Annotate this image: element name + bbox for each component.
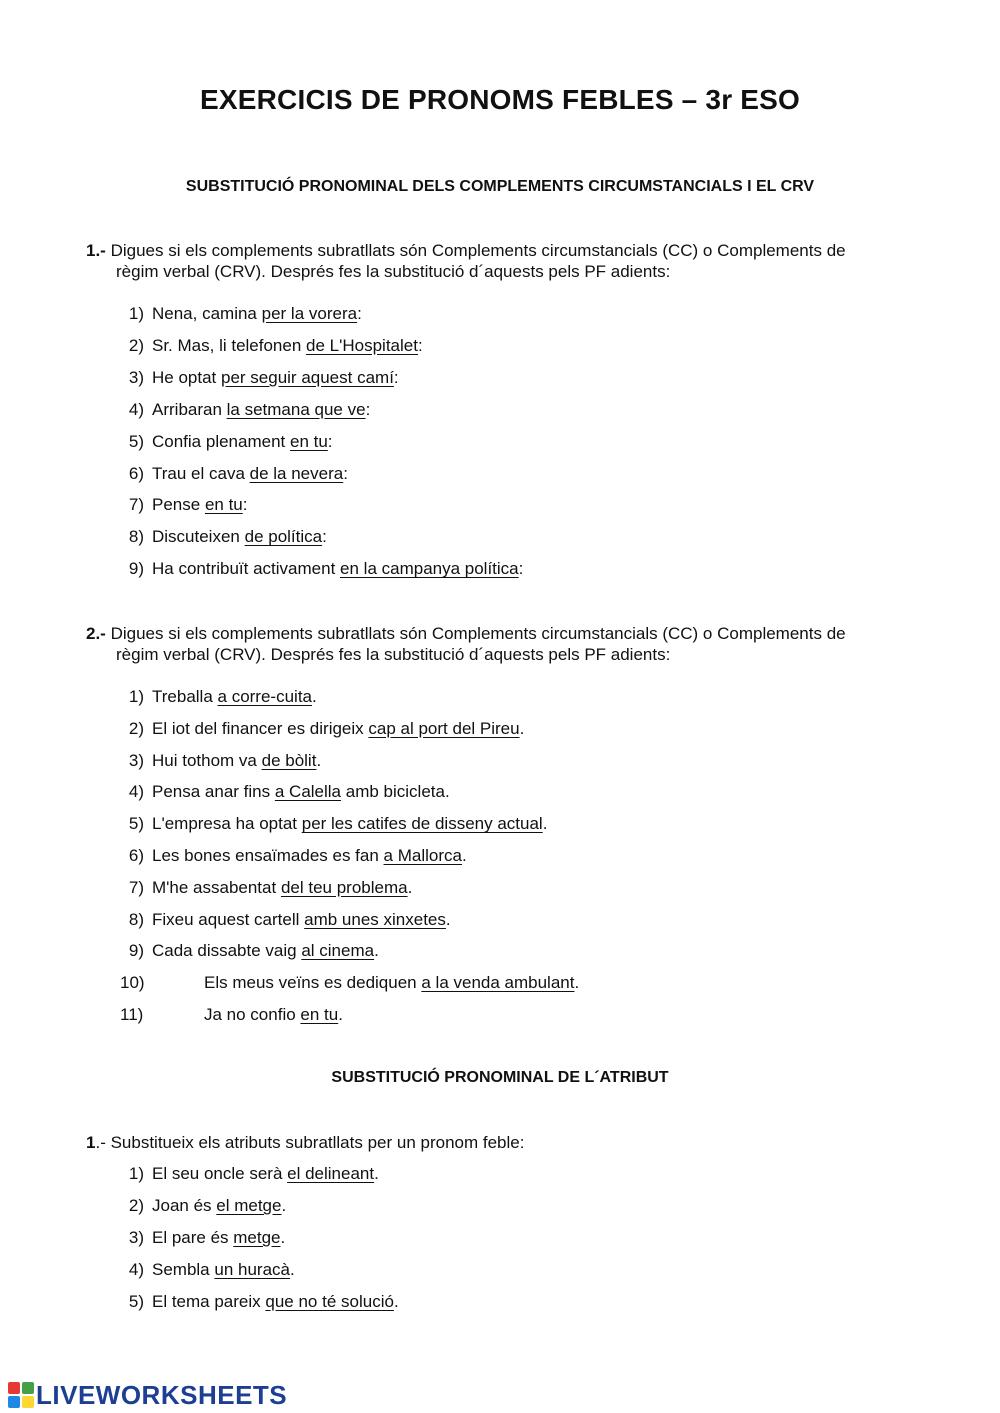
sentence-text: Pense [152, 495, 205, 515]
sentence-ending: . [290, 1260, 295, 1279]
item-number: 9) [128, 941, 144, 961]
sentence-text: Trau el cava [152, 463, 250, 483]
sentence-ending: . [519, 718, 525, 738]
item-number: 4) [128, 782, 144, 802]
sentence-text: Hui tothom va [152, 750, 262, 770]
sentence-ending: : [322, 527, 327, 547]
exercise-item [120, 335, 423, 357]
underlined-complement: per seguir aquest camí [221, 367, 394, 387]
section-heading-atribut: SUBSTITUCIÓ PRONOMINAL DE L´ATRIBUT [331, 1069, 669, 1086]
instruction-line-2: règim verbal (CRV). Després fes la substitució d´aquests pels PF adients: [116, 645, 671, 664]
item-number: 1) [128, 1164, 144, 1183]
exercise-item [120, 1004, 343, 1026]
exercise-item [120, 1163, 379, 1185]
sentence-text: El iot del financer es dirigeix [152, 718, 369, 738]
liveworksheets-logo-icon [8, 1382, 34, 1408]
item-number: 1) [128, 304, 144, 323]
exercise-item [120, 877, 412, 899]
liveworksheets-logo[interactable] [8, 1378, 287, 1412]
sentence-ending: : [417, 335, 423, 355]
exercise-item [120, 686, 317, 708]
underlined-complement: el metge [216, 1196, 282, 1215]
sentence-text: Treballa [152, 687, 218, 706]
instruction-line-1: Digues si els complements subratllats són Complements circumstancials (CC) o Complements de [105, 624, 846, 643]
sentence-text: El pare és [152, 1228, 234, 1247]
underlined-complement: en la campanya política [340, 559, 519, 579]
sentence-text: Les bones ensaïmades es fan [152, 846, 384, 865]
atribut-exercise-instructions [86, 1132, 926, 1153]
underlined-complement: metge [233, 1228, 281, 1247]
item-number: 6) [128, 846, 144, 865]
sentence-ending: . [316, 750, 322, 770]
instruction-line-2: règim verbal (CRV). Després fes la substitució d´aquests pels PF adients: [116, 262, 671, 281]
item-number: 5) [128, 1292, 144, 1311]
item-number: 7) [128, 495, 144, 515]
item-number: 2) [128, 335, 144, 355]
exercise-item [120, 526, 327, 548]
exercise-item [120, 940, 379, 962]
sentence-ending: . [312, 687, 317, 706]
exercise-item [120, 1227, 285, 1249]
underlined-complement: que no té solució [265, 1292, 394, 1311]
item-number: 10) [120, 973, 145, 993]
item-number: 3) [128, 1228, 144, 1247]
exercise-item [120, 494, 247, 516]
underlined-complement: de L'Hospitalet [306, 335, 418, 355]
logo-text: LIVEWORKSHEETS [36, 1379, 288, 1410]
sentence-ending: : [518, 559, 524, 579]
underlined-complement: a corre-cuita [217, 687, 312, 706]
underlined-complement: un huracà [214, 1260, 290, 1279]
exercise-item [120, 909, 451, 931]
underlined-complement: per les catifes de disseny actual [301, 814, 543, 834]
underlined-complement: a Calella [274, 782, 342, 802]
underlined-complement: en tu [204, 495, 243, 515]
sentence-ending: : [242, 495, 248, 515]
sentence-text: Cada dissabte vaig [152, 941, 302, 961]
item-number: 8) [128, 909, 144, 929]
sentence-ending: . [461, 846, 467, 865]
item-number: 8) [128, 527, 144, 547]
item-number: 2) [128, 1196, 144, 1215]
sentence-ending: : [393, 367, 399, 387]
item-number: 11) [120, 1005, 144, 1024]
sentence-text: Discuteixen [152, 527, 245, 547]
sentence-text: Fixeu aquest cartell [152, 909, 305, 929]
exercise-item [120, 813, 547, 835]
sentence-text: Confia plenament [152, 431, 290, 451]
exercise-item [120, 431, 333, 453]
item-number: 9) [128, 559, 144, 579]
underlined-complement: per la vorera [261, 304, 358, 323]
exercise-item [120, 718, 524, 740]
sentence-text: M'he assabentat [152, 877, 281, 897]
sentence-ending: . [445, 909, 451, 929]
exercise-number: 1 [86, 1133, 96, 1152]
sentence-text: El tema pareix [152, 1292, 266, 1311]
exercise-item [120, 463, 348, 485]
sentence-text: Nena, camina [152, 304, 262, 323]
underlined-complement: en tu [289, 431, 328, 451]
section-heading-circumstancials: SUBSTITUCIÓ PRONOMINAL DELS COMPLEMENTS CIRCUMSTANCIALS I EL CRV [185, 178, 815, 195]
underlined-complement: la setmana que ve [226, 399, 366, 419]
underlined-complement: amb unes xinxetes [304, 909, 446, 929]
sentence-ending: . [374, 1164, 379, 1183]
sentence-ending: amb bicicleta. [341, 782, 450, 802]
sentence-ending: . [281, 1196, 287, 1215]
underlined-complement: en tu [300, 1005, 339, 1024]
exercise-item [120, 367, 399, 389]
sentence-ending: : [357, 304, 362, 323]
page-title: EXERCICIS DE PRONOMS FEBLES – 3r ESO [200, 84, 800, 115]
sentence-ending: : [343, 463, 348, 483]
sentence-text: Els meus veïns es dediquen [204, 973, 422, 993]
underlined-complement: del teu problema [280, 877, 408, 897]
sentence-text: He optat [152, 367, 221, 387]
item-number: 3) [128, 750, 144, 770]
sentence-text: El seu oncle serà [152, 1164, 288, 1183]
sentence-ending: . [407, 877, 413, 897]
sentence-ending: . [374, 941, 379, 961]
exercise-item [120, 399, 370, 421]
instruction-text: .- Substitueix els atributs subratllats per un pronom feble: [95, 1133, 525, 1152]
item-number: 1) [128, 687, 144, 706]
exercise-item [120, 1291, 399, 1313]
item-number: 4) [128, 399, 144, 419]
sentence-ending: . [393, 1292, 399, 1311]
sentence-ending: . [542, 814, 548, 834]
exercise-item [120, 781, 450, 803]
sentence-ending: : [327, 431, 333, 451]
instruction-line-1: Digues si els complements subratllats són Complements circumstancials (CC) o Complements de [105, 241, 846, 260]
sentence-ending: : [365, 399, 371, 419]
exercise-number: 2.- [86, 624, 106, 643]
sentence-text: Joan és [152, 1196, 217, 1215]
item-number: 4) [128, 1260, 144, 1279]
item-number: 5) [128, 814, 144, 834]
exercise-item [120, 303, 362, 325]
exercise-item [120, 1195, 286, 1217]
item-number: 6) [128, 463, 144, 483]
sentence-text: Ja no confio [204, 1005, 301, 1024]
exercise-item [120, 558, 523, 580]
sentence-text: Sembla [152, 1260, 215, 1279]
sentence-ending: . [338, 1005, 343, 1024]
item-number: 5) [128, 431, 144, 451]
sentence-ending: . [280, 1228, 286, 1247]
exercise-item [120, 972, 579, 994]
sentence-text: Ha contribuït activament [152, 559, 341, 579]
underlined-complement: a Mallorca [383, 846, 462, 865]
underlined-complement: al cinema [301, 941, 375, 961]
underlined-complement: el delineant [287, 1164, 375, 1183]
exercise-item [120, 750, 321, 772]
underlined-complement: de la nevera [249, 463, 344, 483]
exercise-2-instructions [86, 623, 926, 665]
sentence-ending: . [574, 973, 580, 993]
underlined-complement: a la venda ambulant [421, 973, 575, 993]
sentence-text: L'empresa ha optat [152, 814, 302, 834]
item-number: 3) [128, 367, 144, 387]
item-number: 7) [128, 877, 144, 897]
exercise-number: 1.- [86, 241, 106, 260]
exercise-item [120, 845, 467, 867]
exercise-item [120, 1259, 295, 1281]
exercise-1-instructions [86, 240, 926, 282]
underlined-complement: de política [244, 527, 323, 547]
sentence-text: Pensa anar fins [152, 782, 275, 802]
underlined-complement: cap al port del Pireu [368, 718, 520, 738]
sentence-text: Arribaran [152, 399, 227, 419]
sentence-text: Sr. Mas, li telefonen [152, 335, 307, 355]
item-number: 2) [128, 718, 144, 738]
underlined-complement: de bòlit [261, 750, 317, 770]
